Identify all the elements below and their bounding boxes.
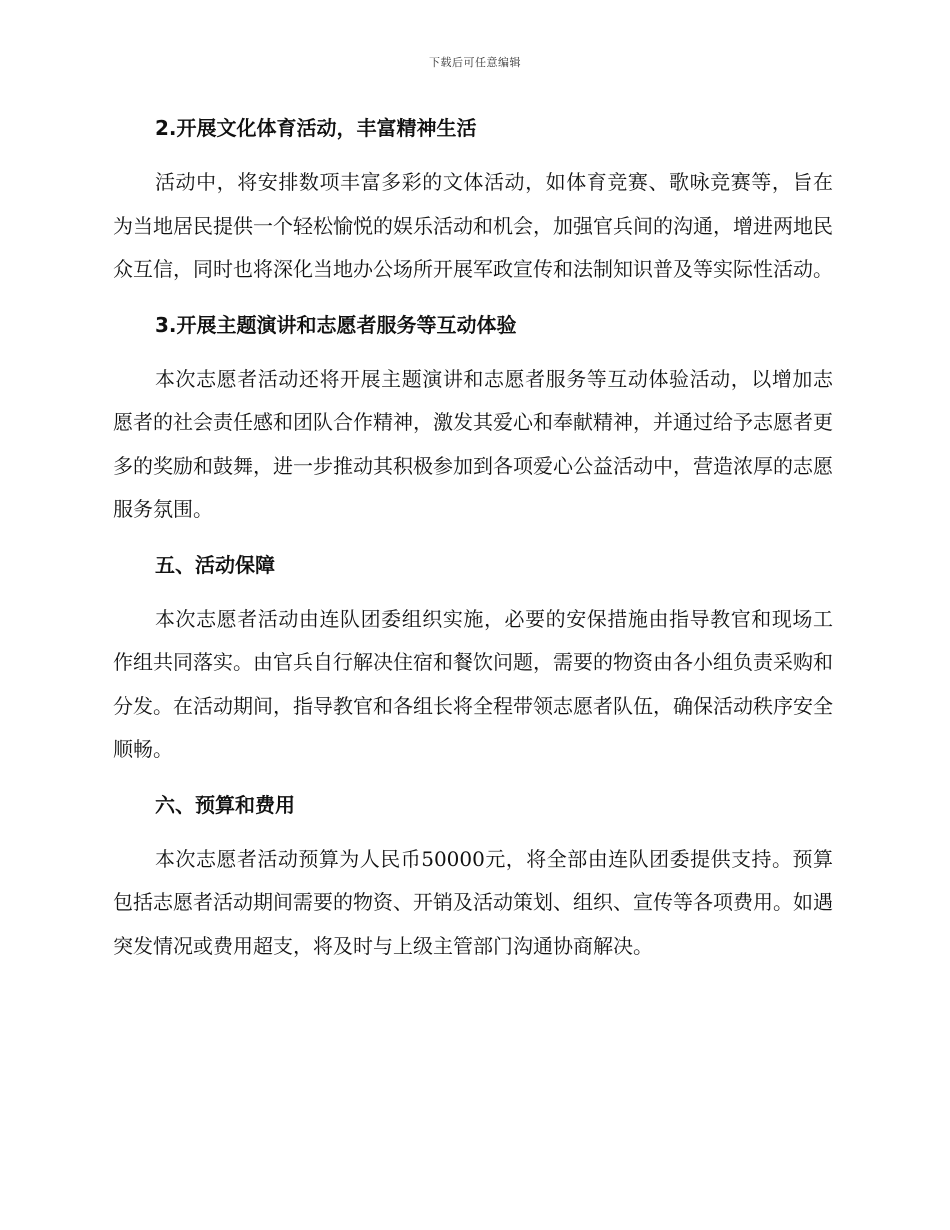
section-heading-activity-guarantee: 五、活动保障 — [155, 552, 275, 577]
section-heading-speech-volunteer: 3.开展主题演讲和志愿者服务等互动体验 — [155, 312, 517, 337]
section-paragraph-speech-volunteer: 本次志愿者活动还将开展主题演讲和志愿者服务等互动体验活动，以增加志愿者的社会责任感和团队合作精神，激发其爱心和奉献精神，并通过给予志愿者更多的奖励和鼓舞，进一步推动其积极参加到各项爱心公益活动中，营造浓厚的志愿服务氛围。 — [113, 366, 833, 521]
section-paragraph-activity-guarantee: 本次志愿者活动由连队团委组织实施，必要的安保措施由指导教官和现场工作组共同落实。由官兵自行解决住宿和餐饮问题，需要的物资由各小组负责采购和分发。在活动期间，指导教官和各组长将全程带领志愿者队伍，确保活动秩序安全顺畅。 — [113, 606, 833, 761]
section-heading-culture-sports: 2.开展文化体育活动，丰富精神生活 — [155, 116, 477, 140]
section-paragraph-budget: 本次志愿者活动预算为人民币50000元，将全部由连队团委提供支持。预算包括志愿者活动期间需要的物资、开销及活动策划、组织、宣传等各项费用。如遇突发情况或费用超支，将及时与上级主管部门沟通协商解决。 — [113, 846, 833, 958]
page-header: 下载后可任意编辑 — [429, 56, 521, 69]
section-heading-budget: 六、预算和费用 — [155, 792, 295, 817]
document-body — [113, 108, 833, 981]
section-paragraph-culture-sports: 活动中，将安排数项丰富多彩的文体活动，如体育竞赛、歌咏竞赛等，旨在为当地居民提供一个轻松愉悦的娱乐活动和机会，加强官兵间的沟通，增进两地民众互信，同时也将深化当地办公场所开展军政宣传和法制知识普及等实际性活动。 — [113, 170, 833, 281]
